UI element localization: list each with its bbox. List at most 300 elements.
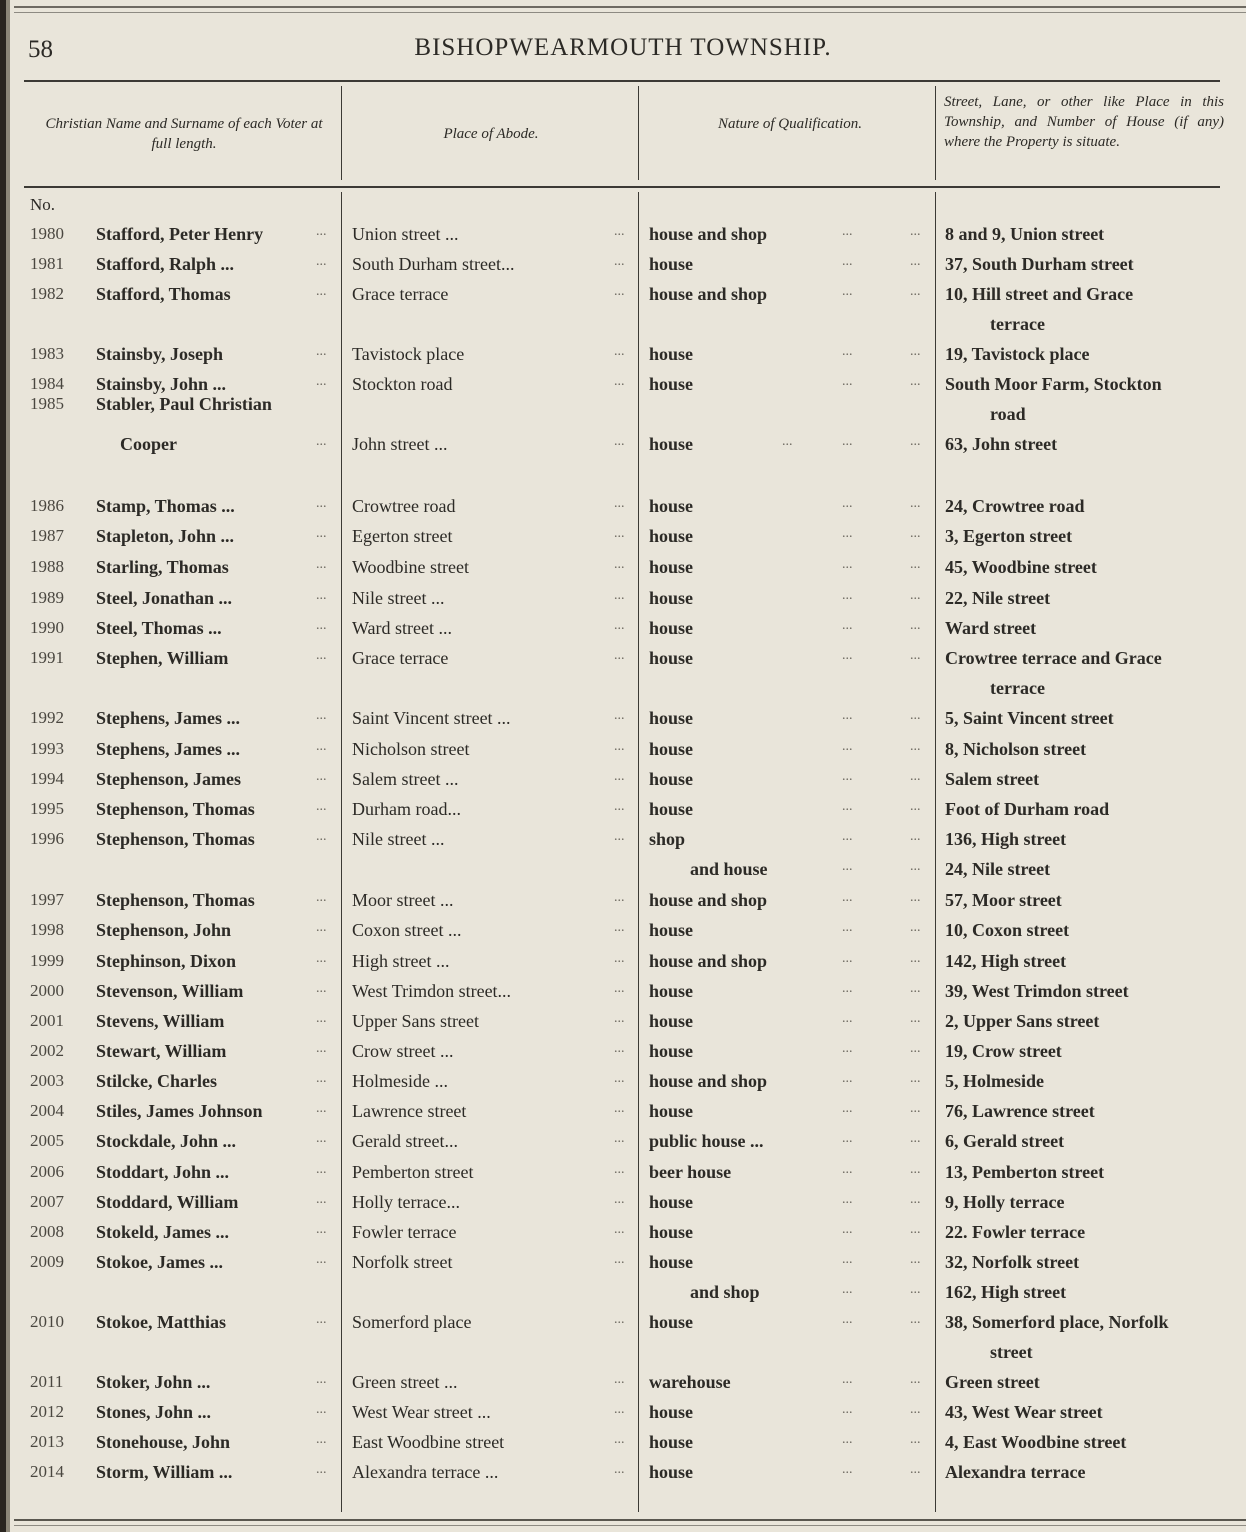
voter-row (0, 890, 1246, 920)
leader-dots: ... (614, 1312, 625, 1327)
voter-name: Stephenson, Thomas (96, 799, 255, 819)
leader-dots: ... (316, 254, 327, 269)
place-of-abode: Ward street ... (352, 618, 453, 638)
property-street: Foot of Durham road (945, 799, 1110, 819)
voter-row (0, 1011, 1246, 1041)
leader-dots: ... (910, 1101, 921, 1116)
voter-number: 2010 (30, 1312, 64, 1331)
leader-dots: ... (614, 1372, 625, 1387)
voter-row (0, 344, 1246, 374)
property-street: 76, Lawrence street (945, 1101, 1095, 1121)
voter-number: 1992 (30, 708, 64, 727)
leader-dots: ... (842, 1071, 853, 1086)
place-of-abode: Woodbine street (352, 557, 470, 577)
qualification: house (649, 1402, 694, 1422)
leader-dots: ... (842, 374, 853, 389)
property-street: 13, Pemberton street (945, 1162, 1105, 1182)
voter-number: 1980 (30, 224, 64, 243)
voter-row (0, 526, 1246, 556)
leader-dots: ... (842, 1131, 853, 1146)
place-of-abode: Crow street ... (352, 1041, 454, 1061)
voter-number: 1983 (30, 344, 64, 363)
voter-number: 1994 (30, 769, 64, 788)
leader-dots: ... (842, 1312, 853, 1327)
voter-name: Stamp, Thomas ... (96, 496, 235, 516)
qualification: house and shop (649, 951, 768, 971)
voter-number: 2014 (30, 1462, 64, 1481)
leader-dots: ... (910, 1372, 921, 1387)
leader-dots: ... (316, 434, 327, 449)
voter-row (0, 1131, 1246, 1161)
header-name: Christian Name and Surname of each Voter at full length. (45, 116, 323, 152)
property-street: 3, Egerton street (945, 526, 1073, 546)
voter-row (0, 1041, 1246, 1071)
leader-dots: ... (316, 648, 327, 663)
leader-dots: ... (910, 1071, 921, 1086)
voter-row (0, 1372, 1246, 1402)
place-of-abode: High street ... (352, 951, 450, 971)
leader-dots: ... (316, 1432, 327, 1447)
voter-number: 1998 (30, 920, 64, 939)
property-street: Crowtree terrace and Grace (945, 648, 1162, 668)
leader-dots: ... (910, 1282, 921, 1297)
voter-number: 2002 (30, 1041, 64, 1060)
voter-row (0, 1192, 1246, 1222)
leader-dots: ... (910, 557, 921, 572)
voter-number: 1982 (30, 284, 64, 303)
voter-number: 2006 (30, 1162, 64, 1181)
place-of-abode: Crowtree road (352, 496, 456, 516)
voter-name: Storm, William ... (96, 1462, 233, 1482)
voter-name: Stiles, James Johnson (96, 1101, 263, 1121)
voter-row (0, 557, 1246, 587)
place-of-abode: West Trimdon street... (352, 981, 512, 1001)
place-of-abode: Norfolk street (352, 1252, 453, 1272)
qualification: house (649, 648, 694, 668)
property-street: 8 and 9, Union street (945, 224, 1105, 244)
leader-dots: ... (910, 1462, 921, 1477)
leader-dots: ... (910, 1312, 921, 1327)
property-street: 39, West Trimdon street (945, 981, 1129, 1001)
leader-dots: ... (842, 434, 853, 449)
property-street: 24, Crowtree road (945, 496, 1085, 516)
qualification: house (649, 769, 694, 789)
qualification: house (649, 1101, 694, 1121)
leader-dots: ... (614, 374, 625, 389)
qualification: house (649, 920, 694, 940)
leader-dots: ... (842, 829, 853, 844)
voter-name: Stevenson, William (96, 981, 244, 1001)
leader-dots: ... (910, 981, 921, 996)
voter-row (0, 1402, 1246, 1432)
header-divider-1 (341, 86, 342, 180)
leader-dots: ... (316, 708, 327, 723)
leader-dots: ... (842, 708, 853, 723)
leader-dots: ... (782, 434, 793, 449)
leader-dots: ... (842, 588, 853, 603)
leader-dots: ... (614, 588, 625, 603)
leader-dots: ... (614, 618, 625, 633)
voter-number: 1995 (30, 799, 64, 818)
place-of-abode: Green street ... (352, 1372, 458, 1392)
leader-dots: ... (842, 618, 853, 633)
leader-dots: ... (316, 588, 327, 603)
leader-dots: ... (842, 920, 853, 935)
voter-number: 1990 (30, 618, 64, 637)
leader-dots: ... (842, 981, 853, 996)
qualification: house (649, 1192, 694, 1212)
qualification: house (649, 434, 694, 454)
leader-dots: ... (316, 920, 327, 935)
leader-dots: ... (842, 890, 853, 905)
voter-number: 1996 (30, 829, 64, 848)
number-column-label: No. (30, 195, 56, 214)
leader-dots: ... (842, 951, 853, 966)
place-of-abode: Salem street ... (352, 769, 459, 789)
place-of-abode: Tavistock place (352, 344, 465, 364)
leader-dots: ... (842, 344, 853, 359)
voter-row-name-line (0, 394, 1246, 424)
header-divider-2 (638, 86, 639, 180)
place-of-abode: South Durham street... (352, 254, 515, 274)
leader-dots: ... (316, 1131, 327, 1146)
voter-number: 1981 (30, 254, 64, 273)
property-street: 2, Upper Sans street (945, 1011, 1100, 1031)
voter-row (0, 829, 1246, 859)
leader-dots: ... (614, 496, 625, 511)
leader-dots: ... (316, 618, 327, 633)
qualification: house (649, 344, 694, 364)
leader-dots: ... (316, 1312, 327, 1327)
leader-dots: ... (316, 829, 327, 844)
voter-row-continued (0, 678, 1246, 708)
voter-row (0, 588, 1246, 618)
property-street: 57, Moor street (945, 890, 1062, 910)
qualification: house (649, 708, 694, 728)
voter-name: Stephenson, Thomas (96, 890, 255, 910)
leader-dots: ... (316, 1192, 327, 1207)
leader-dots: ... (614, 799, 625, 814)
voter-name: Stones, John ... (96, 1402, 212, 1422)
voter-number: 1984 (30, 374, 64, 393)
place-of-abode: West Wear street ... (352, 1402, 491, 1422)
voter-row (0, 799, 1246, 829)
place-of-abode: Upper Sans street (352, 1011, 479, 1031)
property-street: Salem street (945, 769, 1040, 789)
leader-dots: ... (316, 284, 327, 299)
leader-dots: ... (910, 284, 921, 299)
leader-dots: ... (842, 496, 853, 511)
leader-dots: ... (614, 890, 625, 905)
qualification: shop (649, 829, 686, 849)
property-street: Green street (945, 1372, 1040, 1392)
property-street: 19, Crow street (945, 1041, 1062, 1061)
qualification: house and shop (649, 890, 768, 910)
leader-dots: ... (614, 1162, 625, 1177)
leader-dots: ... (614, 526, 625, 541)
property-street: 6, Gerald street (945, 1131, 1065, 1151)
qualification: house (649, 1432, 694, 1452)
leader-dots: ... (316, 951, 327, 966)
voter-name: Stewart, William (96, 1041, 227, 1061)
leader-dots: ... (316, 1372, 327, 1387)
leader-dots: ... (910, 1402, 921, 1417)
leader-dots: ... (614, 739, 625, 754)
leader-dots: ... (910, 344, 921, 359)
leader-dots: ... (842, 1462, 853, 1477)
leader-dots: ... (614, 951, 625, 966)
place-of-abode: Nicholson street (352, 739, 470, 759)
voter-row (0, 648, 1246, 678)
place-of-abode: Gerald street... (352, 1131, 458, 1151)
voter-row (0, 1222, 1246, 1252)
qualification: house and shop (649, 1071, 768, 1091)
leader-dots: ... (842, 859, 853, 874)
leader-dots: ... (614, 284, 625, 299)
leader-dots: ... (910, 1131, 921, 1146)
leader-dots: ... (614, 1131, 625, 1146)
leader-dots: ... (316, 1462, 327, 1477)
voter-name-continued: Cooper (120, 434, 177, 454)
leader-dots: ... (316, 890, 327, 905)
voter-number: 1986 (30, 496, 64, 515)
property-street: 37, South Durham street (945, 254, 1134, 274)
leader-dots: ... (614, 224, 625, 239)
leader-dots: ... (614, 648, 625, 663)
property-street: 10, Hill street and Grace (945, 284, 1134, 304)
leader-dots: ... (910, 618, 921, 633)
voter-name: Stockdale, John ... (96, 1131, 237, 1151)
voter-number: 2012 (30, 1402, 64, 1421)
voter-name: Stafford, Peter Henry (96, 224, 264, 244)
voter-row (0, 739, 1246, 769)
leader-dots: ... (842, 1432, 853, 1447)
voter-row-continued (0, 1282, 1246, 1312)
leader-dots: ... (316, 344, 327, 359)
leader-dots: ... (910, 224, 921, 239)
qualification: house (649, 526, 694, 546)
voter-name: Steel, Thomas ... (96, 618, 222, 638)
voter-name: Stapleton, John ... (96, 526, 235, 546)
header-abode: Place of Abode. (443, 126, 539, 142)
voter-row-continued (0, 859, 1246, 889)
qualification: house and shop (649, 224, 768, 244)
voter-row (0, 1312, 1246, 1342)
header-bottom-rule (24, 186, 1220, 188)
leader-dots: ... (316, 739, 327, 754)
voter-row (0, 920, 1246, 950)
voter-row-continued (0, 314, 1246, 344)
leader-dots: ... (614, 254, 625, 269)
leader-dots: ... (910, 708, 921, 723)
leader-dots: ... (842, 1372, 853, 1387)
property-street-continued: terrace (990, 678, 1045, 698)
voter-name: Stafford, Ralph ... (96, 254, 235, 274)
leader-dots: ... (614, 1402, 625, 1417)
voter-name: Stephenson, James (96, 769, 242, 789)
voter-name: Stephinson, Dixon (96, 951, 237, 971)
leader-dots: ... (614, 1101, 625, 1116)
leader-dots: ... (910, 648, 921, 663)
place-of-abode: Grace terrace (352, 648, 449, 668)
leader-dots: ... (316, 981, 327, 996)
property-street: 22. Fowler terrace (945, 1222, 1086, 1242)
leader-dots: ... (614, 708, 625, 723)
voter-name: Stoddart, John ... (96, 1162, 230, 1182)
voter-row (0, 708, 1246, 738)
leader-dots: ... (316, 1222, 327, 1237)
leader-dots: ... (842, 1011, 853, 1026)
voter-row (0, 254, 1246, 284)
place-of-abode: Grace terrace (352, 284, 449, 304)
place-of-abode: Fowler terrace (352, 1222, 457, 1242)
leader-dots: ... (910, 434, 921, 449)
voter-number: 2000 (30, 981, 64, 1000)
leader-dots: ... (842, 557, 853, 572)
voter-number: 1991 (30, 648, 64, 667)
leader-dots: ... (842, 769, 853, 784)
qualification-continued: and house (690, 859, 768, 879)
place-of-abode: Somerford place (352, 1312, 472, 1332)
leader-dots: ... (842, 526, 853, 541)
header-qualification: Nature of Qualification. (717, 116, 863, 132)
leader-dots: ... (316, 526, 327, 541)
leader-dots: ... (614, 981, 625, 996)
voter-number: 2007 (30, 1192, 64, 1211)
place-of-abode: Holmeside ... (352, 1071, 448, 1091)
property-street: 45, Woodbine street (945, 557, 1097, 577)
leader-dots: ... (842, 224, 853, 239)
leader-dots: ... (316, 799, 327, 814)
place-of-abode: Coxon street ... (352, 920, 462, 940)
property-street-continued: road (990, 404, 1026, 424)
leader-dots: ... (910, 829, 921, 844)
leader-dots: ... (614, 434, 625, 449)
voter-row (0, 1432, 1246, 1462)
place-of-abode: Nile street ... (352, 588, 445, 608)
page-title: BISHOPWEARMOUTH TOWNSHIP. (414, 34, 832, 61)
voter-number: 2008 (30, 1222, 64, 1241)
leader-dots: ... (614, 1222, 625, 1237)
voter-name: Stainsby, John ... (96, 374, 227, 394)
voter-row (0, 981, 1246, 1011)
voter-name: Stafford, Thomas (96, 284, 231, 304)
leader-dots: ... (910, 1432, 921, 1447)
place-of-abode: Saint Vincent street ... (352, 708, 511, 728)
leader-dots: ... (316, 1101, 327, 1116)
leader-dots: ... (842, 254, 853, 269)
leader-dots: ... (910, 254, 921, 269)
property-street-second: 24, Nile street (945, 859, 1051, 879)
property-street: 10, Coxon street (945, 920, 1070, 940)
place-of-abode: Alexandra terrace ... (352, 1462, 499, 1482)
qualification: house (649, 1041, 694, 1061)
qualification: beer house (649, 1162, 732, 1182)
property-street: 22, Nile street (945, 588, 1051, 608)
leader-dots: ... (910, 859, 921, 874)
leader-dots: ... (316, 496, 327, 511)
qualification: house (649, 1011, 694, 1031)
voter-name: Stokoe, James ... (96, 1252, 223, 1272)
leader-dots: ... (316, 1252, 327, 1267)
leader-dots: ... (842, 648, 853, 663)
leader-dots: ... (910, 1192, 921, 1207)
voter-number: 1988 (30, 557, 64, 576)
leader-dots: ... (316, 1162, 327, 1177)
leader-dots: ... (614, 1011, 625, 1026)
voter-row (0, 434, 1246, 464)
property-street: 63, John street (945, 434, 1058, 454)
leader-dots: ... (614, 344, 625, 359)
leader-dots: ... (316, 557, 327, 572)
leader-dots: ... (910, 1222, 921, 1237)
header-divider-3 (935, 86, 936, 180)
place-of-abode: Holly terrace... (352, 1192, 460, 1212)
leader-dots: ... (910, 739, 921, 754)
leader-dots: ... (316, 1011, 327, 1026)
top-border-inner (14, 12, 1246, 13)
qualification: house (649, 618, 694, 638)
leader-dots: ... (910, 1011, 921, 1026)
leader-dots: ... (842, 1252, 853, 1267)
voter-number: 2009 (30, 1252, 64, 1271)
leader-dots: ... (910, 799, 921, 814)
voter-row (0, 224, 1246, 254)
voter-row (0, 618, 1246, 648)
voter-number: 2003 (30, 1071, 64, 1090)
leader-dots: ... (910, 890, 921, 905)
voter-row (0, 1162, 1246, 1192)
place-of-abode: Pemberton street (352, 1162, 474, 1182)
place-of-abode: Union street ... (352, 224, 459, 244)
place-of-abode: Egerton street (352, 526, 453, 546)
qualification: house (649, 799, 694, 819)
leader-dots: ... (842, 1162, 853, 1177)
voter-row (0, 1252, 1246, 1282)
leader-dots: ... (614, 1192, 625, 1207)
qualification: house (649, 1252, 694, 1272)
voter-name: Stainsby, Joseph (96, 344, 224, 364)
leader-dots: ... (316, 374, 327, 389)
voter-row (0, 1101, 1246, 1131)
property-street: Ward street (945, 618, 1037, 638)
leader-dots: ... (842, 799, 853, 814)
property-street: Alexandra terrace (945, 1462, 1086, 1482)
property-street: 5, Holmeside (945, 1071, 1044, 1091)
leader-dots: ... (910, 526, 921, 541)
header-top-rule (24, 80, 1220, 82)
leader-dots: ... (842, 284, 853, 299)
qualification: warehouse (649, 1372, 731, 1392)
voter-number: 1993 (30, 739, 64, 758)
leader-dots: ... (842, 1402, 853, 1417)
voter-number: 1987 (30, 526, 64, 545)
voter-name: Stokoe, Matthias (96, 1312, 226, 1332)
property-street: 142, High street (945, 951, 1067, 971)
property-street-second: 162, High street (945, 1282, 1067, 1302)
voter-name: Stephenson, Thomas (96, 829, 255, 849)
voter-row (0, 284, 1246, 314)
voter-name: Stephens, James ... (96, 708, 241, 728)
voter-name: Stevens, William (96, 1011, 225, 1031)
leader-dots: ... (316, 769, 327, 784)
voter-name: Stephen, William (96, 648, 229, 668)
voter-number: 2004 (30, 1101, 64, 1120)
leader-dots: ... (842, 1192, 853, 1207)
voter-number: 2001 (30, 1011, 64, 1030)
property-street-continued: street (990, 1342, 1033, 1362)
leader-dots: ... (910, 374, 921, 389)
